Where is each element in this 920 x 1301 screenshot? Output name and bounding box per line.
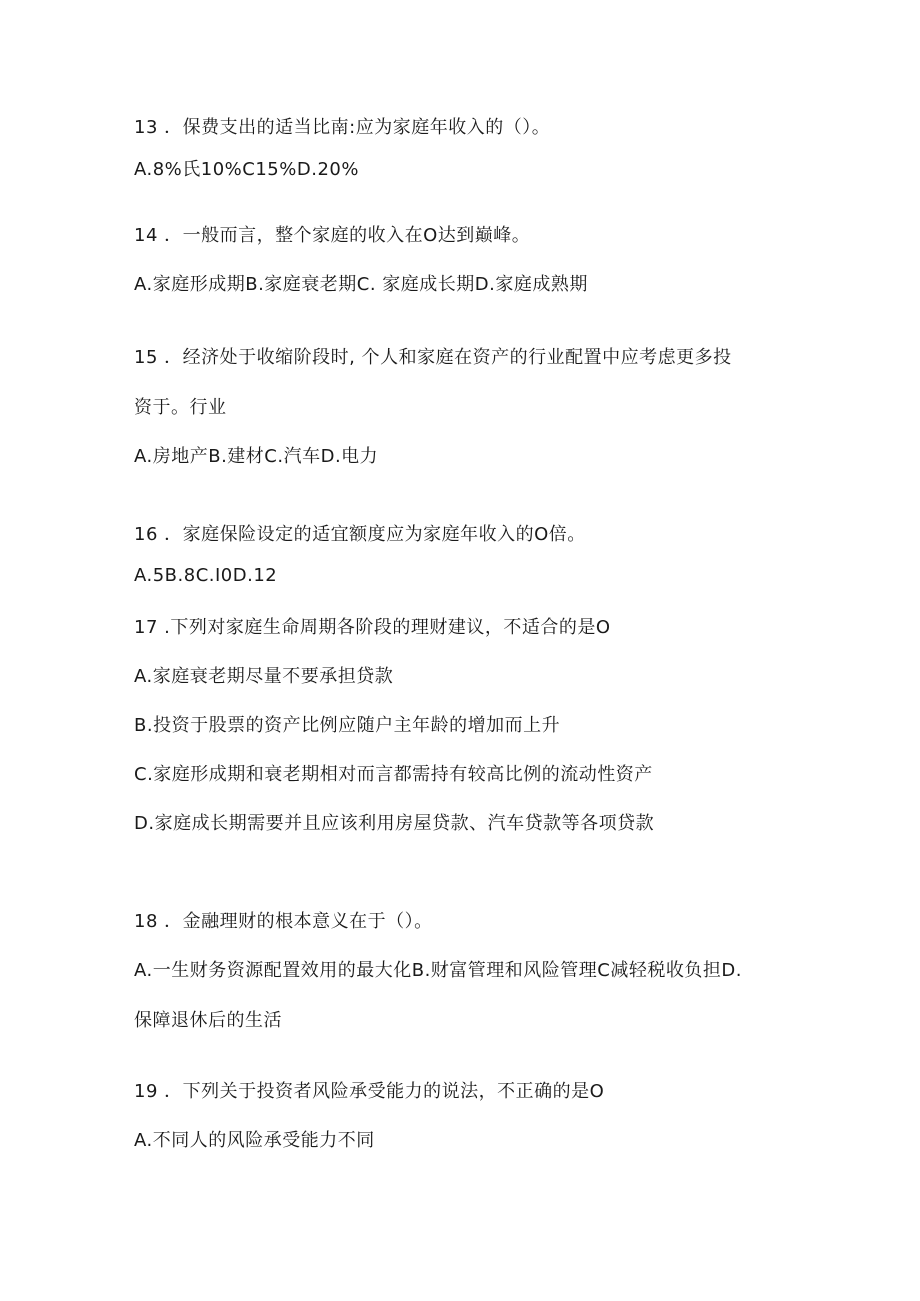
question-18-options: A.一生财务资源配置效用的最大化B.财富管理和风险管理C减轻税收负担D. [134,960,742,981]
question-17-option-b: B.投资于股票的资产比例应随户主年龄的增加而上升 [134,715,561,736]
question-19-option-a: A.不同人的风险承受能力不同 [134,1130,375,1151]
question-18-stem: 18 ．金融理财的根本意义在于（）。 [134,911,433,932]
question-19-stem: 19 ．下列关于投资者风险承受能力的说法，不正确的是O [134,1081,605,1102]
question-17-option-c: C.家庭形成期和衰老期相对而言都需持有较高比例的流动性资产 [134,764,653,785]
question-16-options: A.5B.8C.I0D.12 [134,565,278,586]
question-13-options: A.8%氏10%C15%D.20% [134,159,359,180]
question-16-stem: 16 ．家庭保险设定的适宜额度应为家庭年收入的O倍。 [134,524,586,545]
question-17-option-a: A.家庭衰老期尽量不要承担贷款 [134,666,394,687]
question-14-stem: 14 ．一般而言，整个家庭的收入在O达到巅峰。 [134,225,531,246]
question-15-stem-continued: 资于。行业 [134,397,227,418]
question-17-option-d: D.家庭成长期需要并且应该利用房屋贷款、汽车贷款等各项贷款 [134,813,655,834]
question-15-options: A.房地产B.建材C.汽车D.电力 [134,446,379,467]
question-17-stem: 17 .下列对家庭生命周期各阶段的理财建议，不适合的是O [134,617,611,638]
question-18-options-continued: 保障退休后的生活 [134,1010,282,1031]
question-15-stem: 15 ．经济处于收缩阶段时, 个人和家庭在资产的行业配置中应考虑更多投 [134,347,732,368]
question-13-stem: 13 ．保费支出的适当比南:应为家庭年收入的（）。 [134,117,551,138]
question-14-options: A.家庭形成期B.家庭衰老期C. 家庭成长期D.家庭成熟期 [134,274,588,295]
